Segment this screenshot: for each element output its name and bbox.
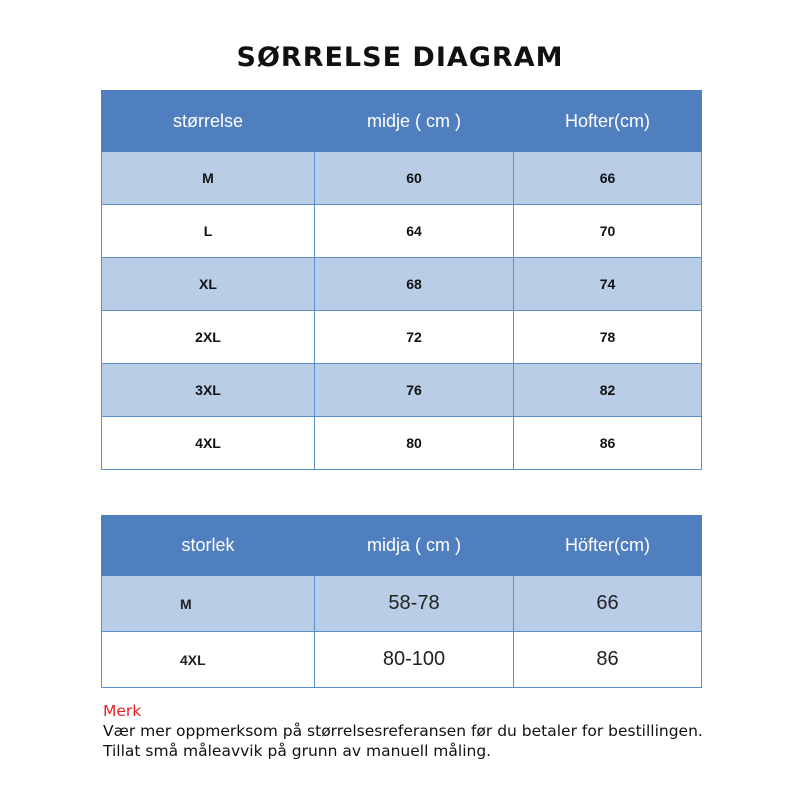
table-header-row <box>102 516 702 576</box>
waist-cell: 72 <box>315 311 514 364</box>
size-table-no <box>101 90 702 470</box>
table-row <box>102 152 702 205</box>
size-cell: XL <box>102 258 315 311</box>
header-size: storlek <box>102 516 315 576</box>
table-row <box>102 258 702 311</box>
hips-cell: 86 <box>514 632 702 688</box>
hips-cell: 70 <box>514 205 702 258</box>
table-row <box>102 311 702 364</box>
size-cell: 2XL <box>102 311 315 364</box>
hips-cell: 78 <box>514 311 702 364</box>
hips-cell: 74 <box>514 258 702 311</box>
table-row <box>102 632 702 688</box>
note-line-1: Vær mer oppmerksom på størrelsesreferansen før du betaler for bestillingen. <box>103 722 703 740</box>
hips-cell: 66 <box>514 152 702 205</box>
table-row <box>102 364 702 417</box>
page-title: SØRRELSE DIAGRAM <box>236 42 564 73</box>
header-hips: Hofter(cm) <box>514 91 702 152</box>
header-size: størrelse <box>102 91 315 152</box>
size-cell: M <box>102 152 315 205</box>
table-row <box>102 417 702 470</box>
size-cell: L <box>102 205 315 258</box>
note-line-2: Tillat små måleavvik på grunn av manuell måling. <box>103 742 492 760</box>
hips-cell: 86 <box>514 417 702 470</box>
waist-cell: 80-100 <box>315 632 514 688</box>
waist-cell: 68 <box>315 258 514 311</box>
note-block <box>103 701 703 761</box>
waist-cell: 60 <box>315 152 514 205</box>
waist-cell: 76 <box>315 364 514 417</box>
header-waist: midje ( cm ) <box>315 91 514 152</box>
size-cell: 4XL <box>102 632 315 688</box>
hips-cell: 66 <box>514 576 702 632</box>
hips-cell: 82 <box>514 364 702 417</box>
table-header-row <box>102 91 702 152</box>
waist-cell: 64 <box>315 205 514 258</box>
header-waist: midja ( cm ) <box>315 516 514 576</box>
table-row <box>102 205 702 258</box>
size-table-sv <box>101 515 702 688</box>
waist-cell: 80 <box>315 417 514 470</box>
table-row <box>102 576 702 632</box>
size-cell: 3XL <box>102 364 315 417</box>
size-cell: M <box>102 576 315 632</box>
size-cell: 4XL <box>102 417 315 470</box>
header-hips: Höfter(cm) <box>514 516 702 576</box>
note-label: Merk <box>103 702 142 720</box>
waist-cell: 58-78 <box>315 576 514 632</box>
